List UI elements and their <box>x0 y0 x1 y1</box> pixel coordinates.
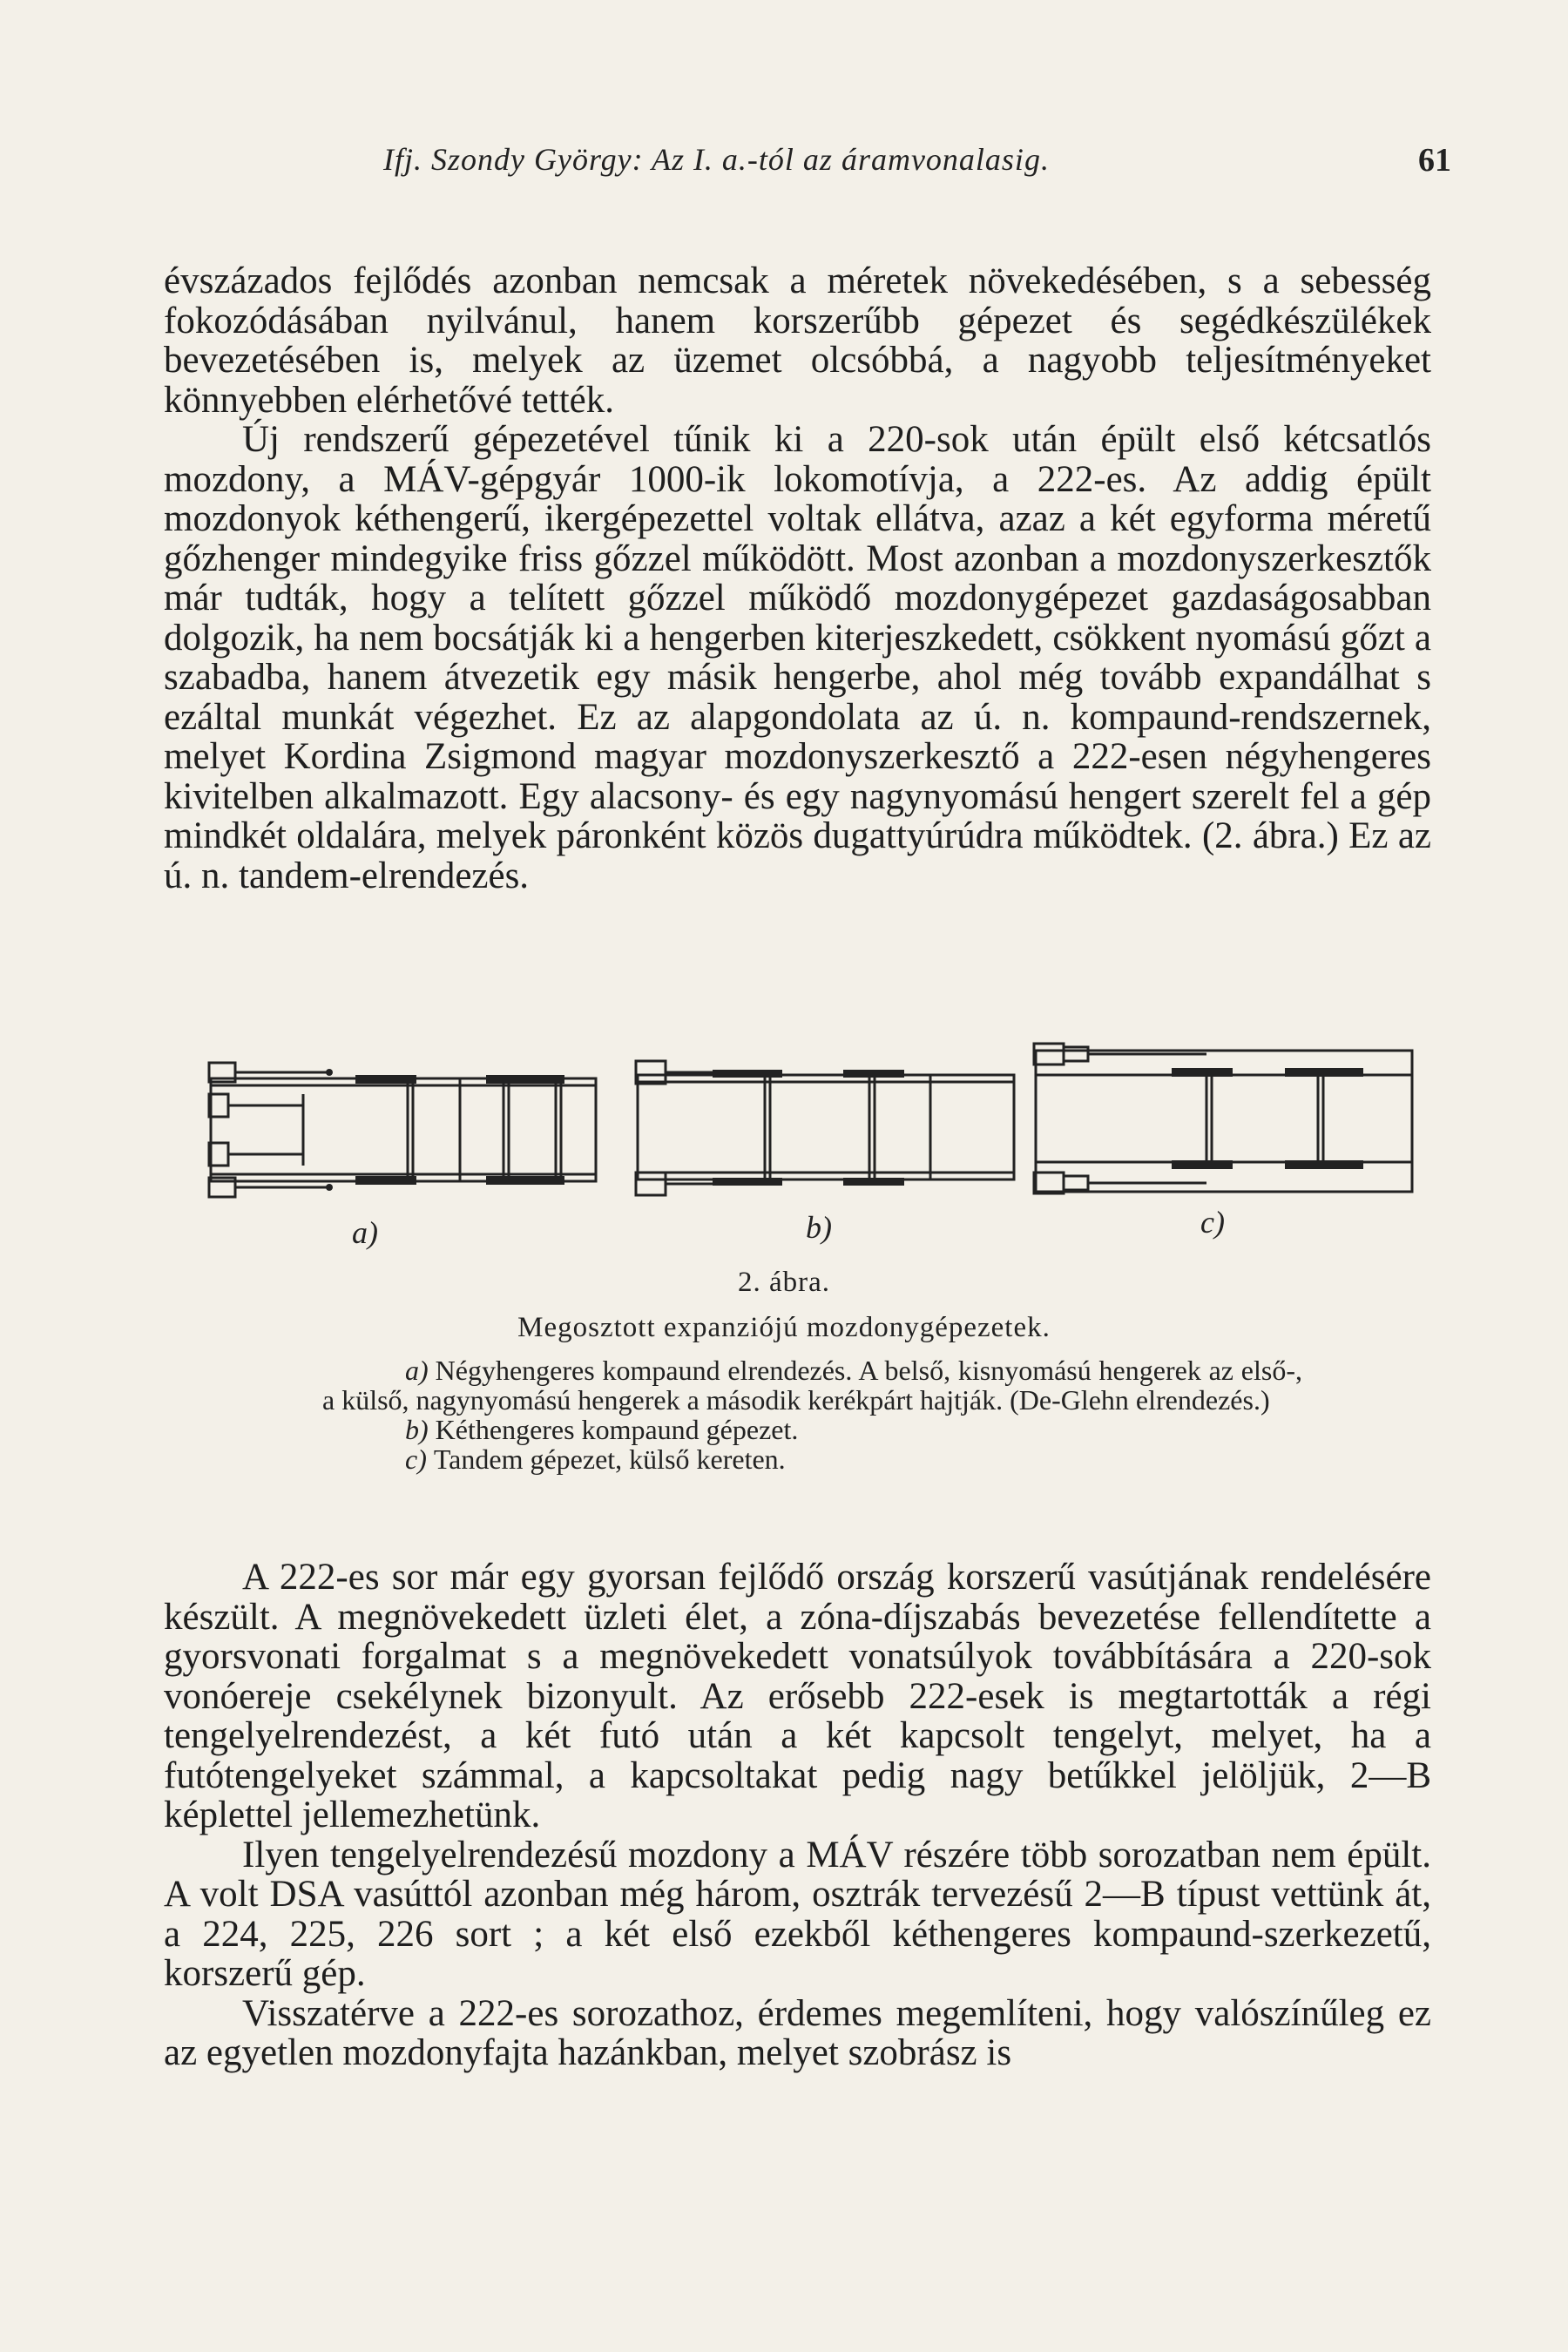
figure-label-a: a) <box>352 1215 378 1250</box>
caption-entry-b <box>322 1415 1302 1444</box>
body-text-bottom <box>164 1558 1431 2073</box>
figure-number: 2. ábra. <box>737 1267 831 1298</box>
caption-entry-a <box>322 1355 1302 1415</box>
caption-entry-c <box>322 1444 1302 1474</box>
caption-tag-b: b) <box>405 1414 429 1445</box>
figure-label-b: b) <box>806 1210 832 1245</box>
diagram-b-two-cylinder-compound <box>634 1058 1017 1197</box>
diagram-c-tandem-outside-frame <box>1032 1042 1416 1199</box>
caption-tag-c: c) <box>405 1443 427 1475</box>
caption-text-c: Tandem gépezet, külső kereten. <box>433 1443 786 1475</box>
figure-label-c: c) <box>1200 1205 1225 1240</box>
paragraph-new-system: Új rendszerű gépezetével tűnik ki a 220-sok után épült első kétcsatlós mozdony, a MÁV-gépgyár 1000-ik lokomotívja, a 222-es. Az addig épült mozdonyok kéthengerű, ikergépezettel voltak ellátva, azaz a két egyforma méretű gőzhenger mindegyike friss gőzzel működött. Most azonban a mozdonyszerkesztők már tudták, hogy a telített gőzzel működő mozdonygépezet gazdaságosabban dolgozik, ha nem bocsátják ki a hengerben kiterjeszkedett, csökkent nyomású gőzt a szabadba, hanem átvezetik egy másik hengerbe, ahol még tovább expandálhat s ezáltal munkát végezhet. Ez az alapgondolata az ú. n. kompaund-rendszernek, melyet Kordina Zsigmond magyar mozdonyszerkesztő a 222-esen négyhengeres kivitelben alkalmazott. Egy alacsony- és egy nagynyomású hengert szerelt fel a gép mindkét oldalára, melyek páronként közös dugattyúrúdra működtek. (2. ábra.) Ez az ú. n. tandem-elrendezés. <box>164 419 1431 896</box>
figure-caption <box>322 1355 1302 1474</box>
diagram-a-four-cylinder-compound <box>207 1059 599 1199</box>
figure-title: Megosztott expanziójú mozdonygépezetek. <box>517 1312 1051 1343</box>
paragraph-dsa-locomotives: Ilyen tengelyelrendezésű mozdony a MÁV részére több sorozatban nem épült. A volt DSA vasúttól azonban még három, osztrák tervezésű 2—B típust vettünk át, a 224, 225, 226 sort ; a két első ezekből kéthengeres kompaund-szerkezetű, korszerű gép. <box>164 1834 1431 1994</box>
paragraph-sculptor: Visszatérve a 222-es sorozathoz, érdemes megemlíteni, hogy valószínűleg ez az egyetlen mozdonyfajta hazánkban, melyet szobrász is <box>164 1992 1431 2073</box>
figure-2 <box>0 1042 1568 1495</box>
caption-tag-a: a) <box>405 1355 429 1386</box>
running-head: Ifj. Szondy György: Az I. a.-tól az áramvonalasig. <box>383 142 1050 177</box>
caption-text-a: Négyhengeres kompaund elrendezés. A belső, kisnyomású hengerek az első-, a külső, nagynyomású hengerek a második kerékpárt hajtják. (De-Glehn elrendezés.) <box>322 1355 1302 1416</box>
page-header <box>0 141 1568 185</box>
paragraph-continuation: évszázados fejlődés azonban nemcsak a méretek növekedésében, s a sebesség fokozódásában nyilvánul, hanem korszerűbb gépezet és segédkészülékek bevezetésében is, melyek az üzemet olcsóbbá, a nagyobb teljesítményeket könnyebben elérhetővé tették. <box>164 260 1431 421</box>
page-number: 61 <box>1418 142 1451 179</box>
caption-text-b: Kéthengeres kompaund gépezet. <box>435 1414 799 1445</box>
body-text-top <box>164 261 1431 896</box>
paragraph-222-series: A 222-es sor már egy gyorsan fejlődő ország korszerű vasútjának rendelésére készült. A megnövekedett üzleti élet, a zóna-díjszabás bevezetése fellendítette a gyorsvonati forgalmat s a megnövekedett vonatsúlyok továbbítására a 220-sok vonóereje csekélynek bizonyult. Az erősebb 222-esek is megtartották a régi tengelyelrendezést, a két futó után a két kapcsolt tengelyt, melyet, ha a futótengelyeket számmal, a kapcsoltakat pedig nagy betűkkel jelöljük, 2—B képlettel jellemezhetünk. <box>164 1557 1431 1835</box>
